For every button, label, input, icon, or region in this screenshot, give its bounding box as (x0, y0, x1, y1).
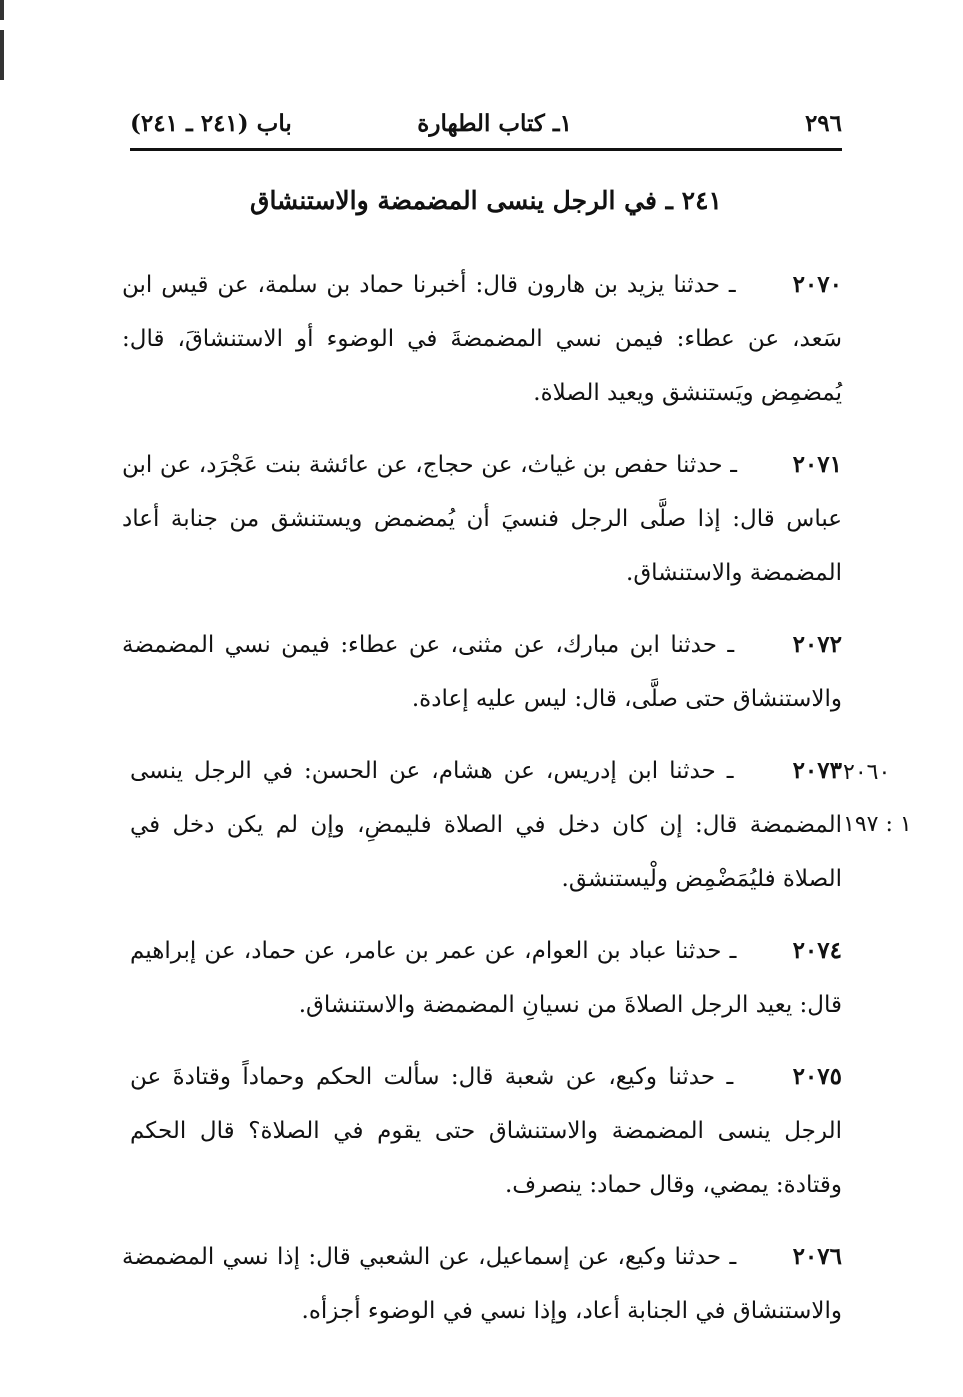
hadith-entry: ٢٠٧٢ ـ حدثنا ابن مبارك، عن مثنى، عن عطاء: فيمن نسي المضمضة والاستنشاق حتى صلَّى، قال: ليس عليه إعادة. (122, 631, 842, 712)
book-title: ١ـ كتاب الطهارة (417, 110, 572, 137)
page-edge-mark (0, 0, 4, 80)
hadith-entry: ٢٠٧١ ـ حدثنا حفص بن غياث، عن حجاج، عن عائشة بنت عَجْرَد، عن ابن عباس قال: إذا صلَّى الرجل فنسيَ أن يُمضمض ويستنشق من جنابة أعاد المضمضة والاستنشاق. (122, 451, 842, 586)
chapter-title: ٢٤١ ـ في الرجل ينسى المضمضة والاستنشاق (250, 186, 722, 215)
chapter-reference: باب (٢٤١ ـ ٢٤١) (130, 110, 292, 137)
margin-cross-reference: ٢٠٦٠ (843, 760, 891, 785)
hadith-list (122, 258, 842, 1356)
header-rule (130, 148, 842, 151)
margin-volume-page: ١ : ١٩٧ (843, 812, 912, 837)
hadith-entry: ٢٠٧٥ ـ حدثنا وكيع، عن شعبة قال: سألت الحكم وحماداً وقتادةَ عن الرجل ينسى المضمضة والاستنشاق حتى يقوم في الصلاة؟ قال الحكم وقتادة: يمضي، وقال حماد: ينصرف. (130, 1063, 842, 1198)
hadith-number: ٢٠٧٥ (792, 1063, 842, 1090)
hadith-entry: ٢٠٧٣ ـ حدثنا ابن إدريس، عن هشام، عن الحسن: في الرجل ينسى المضمضة قال: إن كان دخل في الصلاة فليمضِ، وإن لم يكن دخل في الصلاة فليُمَضْمِض ولْيستنشق. (130, 757, 842, 892)
hadith-text: حدثنا وكيع، عن شعبة قال: سألت الحكم وحماداً وقتادةَ عن الرجل ينسى المضمضة والاستنشاق حتى يقوم في الصلاة؟ قال الحكم وقتادة: يمضي، وقال حماد: ينصرف. (130, 1064, 842, 1198)
hadith-number: ٢٠٧٠ (792, 271, 842, 298)
hadith-text: حدثنا حفص بن غياث، عن حجاج، عن عائشة بنت عَجْرَد، عن ابن عباس قال: إذا صلَّى الرجل فنسيَ أن يُمضمض ويستنشق من جنابة أعاد المضمضة والاستنشاق. (122, 452, 842, 586)
hadith-entry: ٢٠٧٤ ـ حدثنا عباد بن العوام، عن عمر بن عامر، عن حماد، عن إبراهيم قال: يعيد الرجل الصلاةَ من نسيانِ المضمضة والاستنشاق. (130, 937, 842, 1018)
page-number: ٢٩٦ (804, 110, 842, 137)
hadith-text: حدثنا يزيد بن هارون قال: أخبرنا حماد بن سلمة، عن قيس ابن سَعد، عن عطاء: فيمن نسي المضمضةَ في الوضوء أو الاستنشاقَ، قال: يُمضمِض ويَستنشق ويعيد الصلاة. (122, 272, 842, 406)
hadith-entry: ٢٠٧٠ ـ حدثنا يزيد بن هارون قال: أخبرنا حماد بن سلمة، عن قيس ابن سَعد، عن عطاء: فيمن نسي المضمضةَ في الوضوء أو الاستنشاقَ، قال: يُمضمِض ويَستنشق ويعيد الصلاة. (122, 271, 842, 406)
hadith-text: حدثنا وكيع، عن إسماعيل، عن الشعبي قال: إذا نسي المضمضة والاستنشاق في الجنابة أعاد، وإذا نسي في الوضوء أجزأه. (122, 1244, 842, 1324)
hadith-text: حدثنا عباد بن العوام، عن عمر بن عامر، عن حماد، عن إبراهيم قال: يعيد الرجل الصلاةَ من نسيانِ المضمضة والاستنشاق. (130, 938, 842, 1018)
running-header (130, 110, 842, 150)
hadith-entry: ٢٠٧٦ ـ حدثنا وكيع، عن إسماعيل، عن الشعبي قال: إذا نسي المضمضة والاستنشاق في الجنابة أعاد، وإذا نسي في الوضوء أجزأه. (122, 1243, 842, 1324)
hadith-number: ٢٠٧٣ (792, 757, 842, 784)
hadith-number: ٢٠٧٢ (792, 631, 842, 658)
hadith-number: ٢٠٧٦ (792, 1243, 842, 1270)
hadith-text: حدثنا ابن مبارك، عن مثنى، عن عطاء: فيمن نسي المضمضة والاستنشاق حتى صلَّى، قال: ليس عليه إعادة. (122, 632, 842, 712)
hadith-text: حدثنا ابن إدريس، عن هشام، عن الحسن: في الرجل ينسى المضمضة قال: إن كان دخل في الصلاة فليمضِ، وإن لم يكن دخل في الصلاة فليُمَضْمِض ولْيستنشق. (130, 758, 842, 892)
hadith-number: ٢٠٧٤ (792, 937, 842, 964)
hadith-number: ٢٠٧١ (792, 451, 842, 478)
